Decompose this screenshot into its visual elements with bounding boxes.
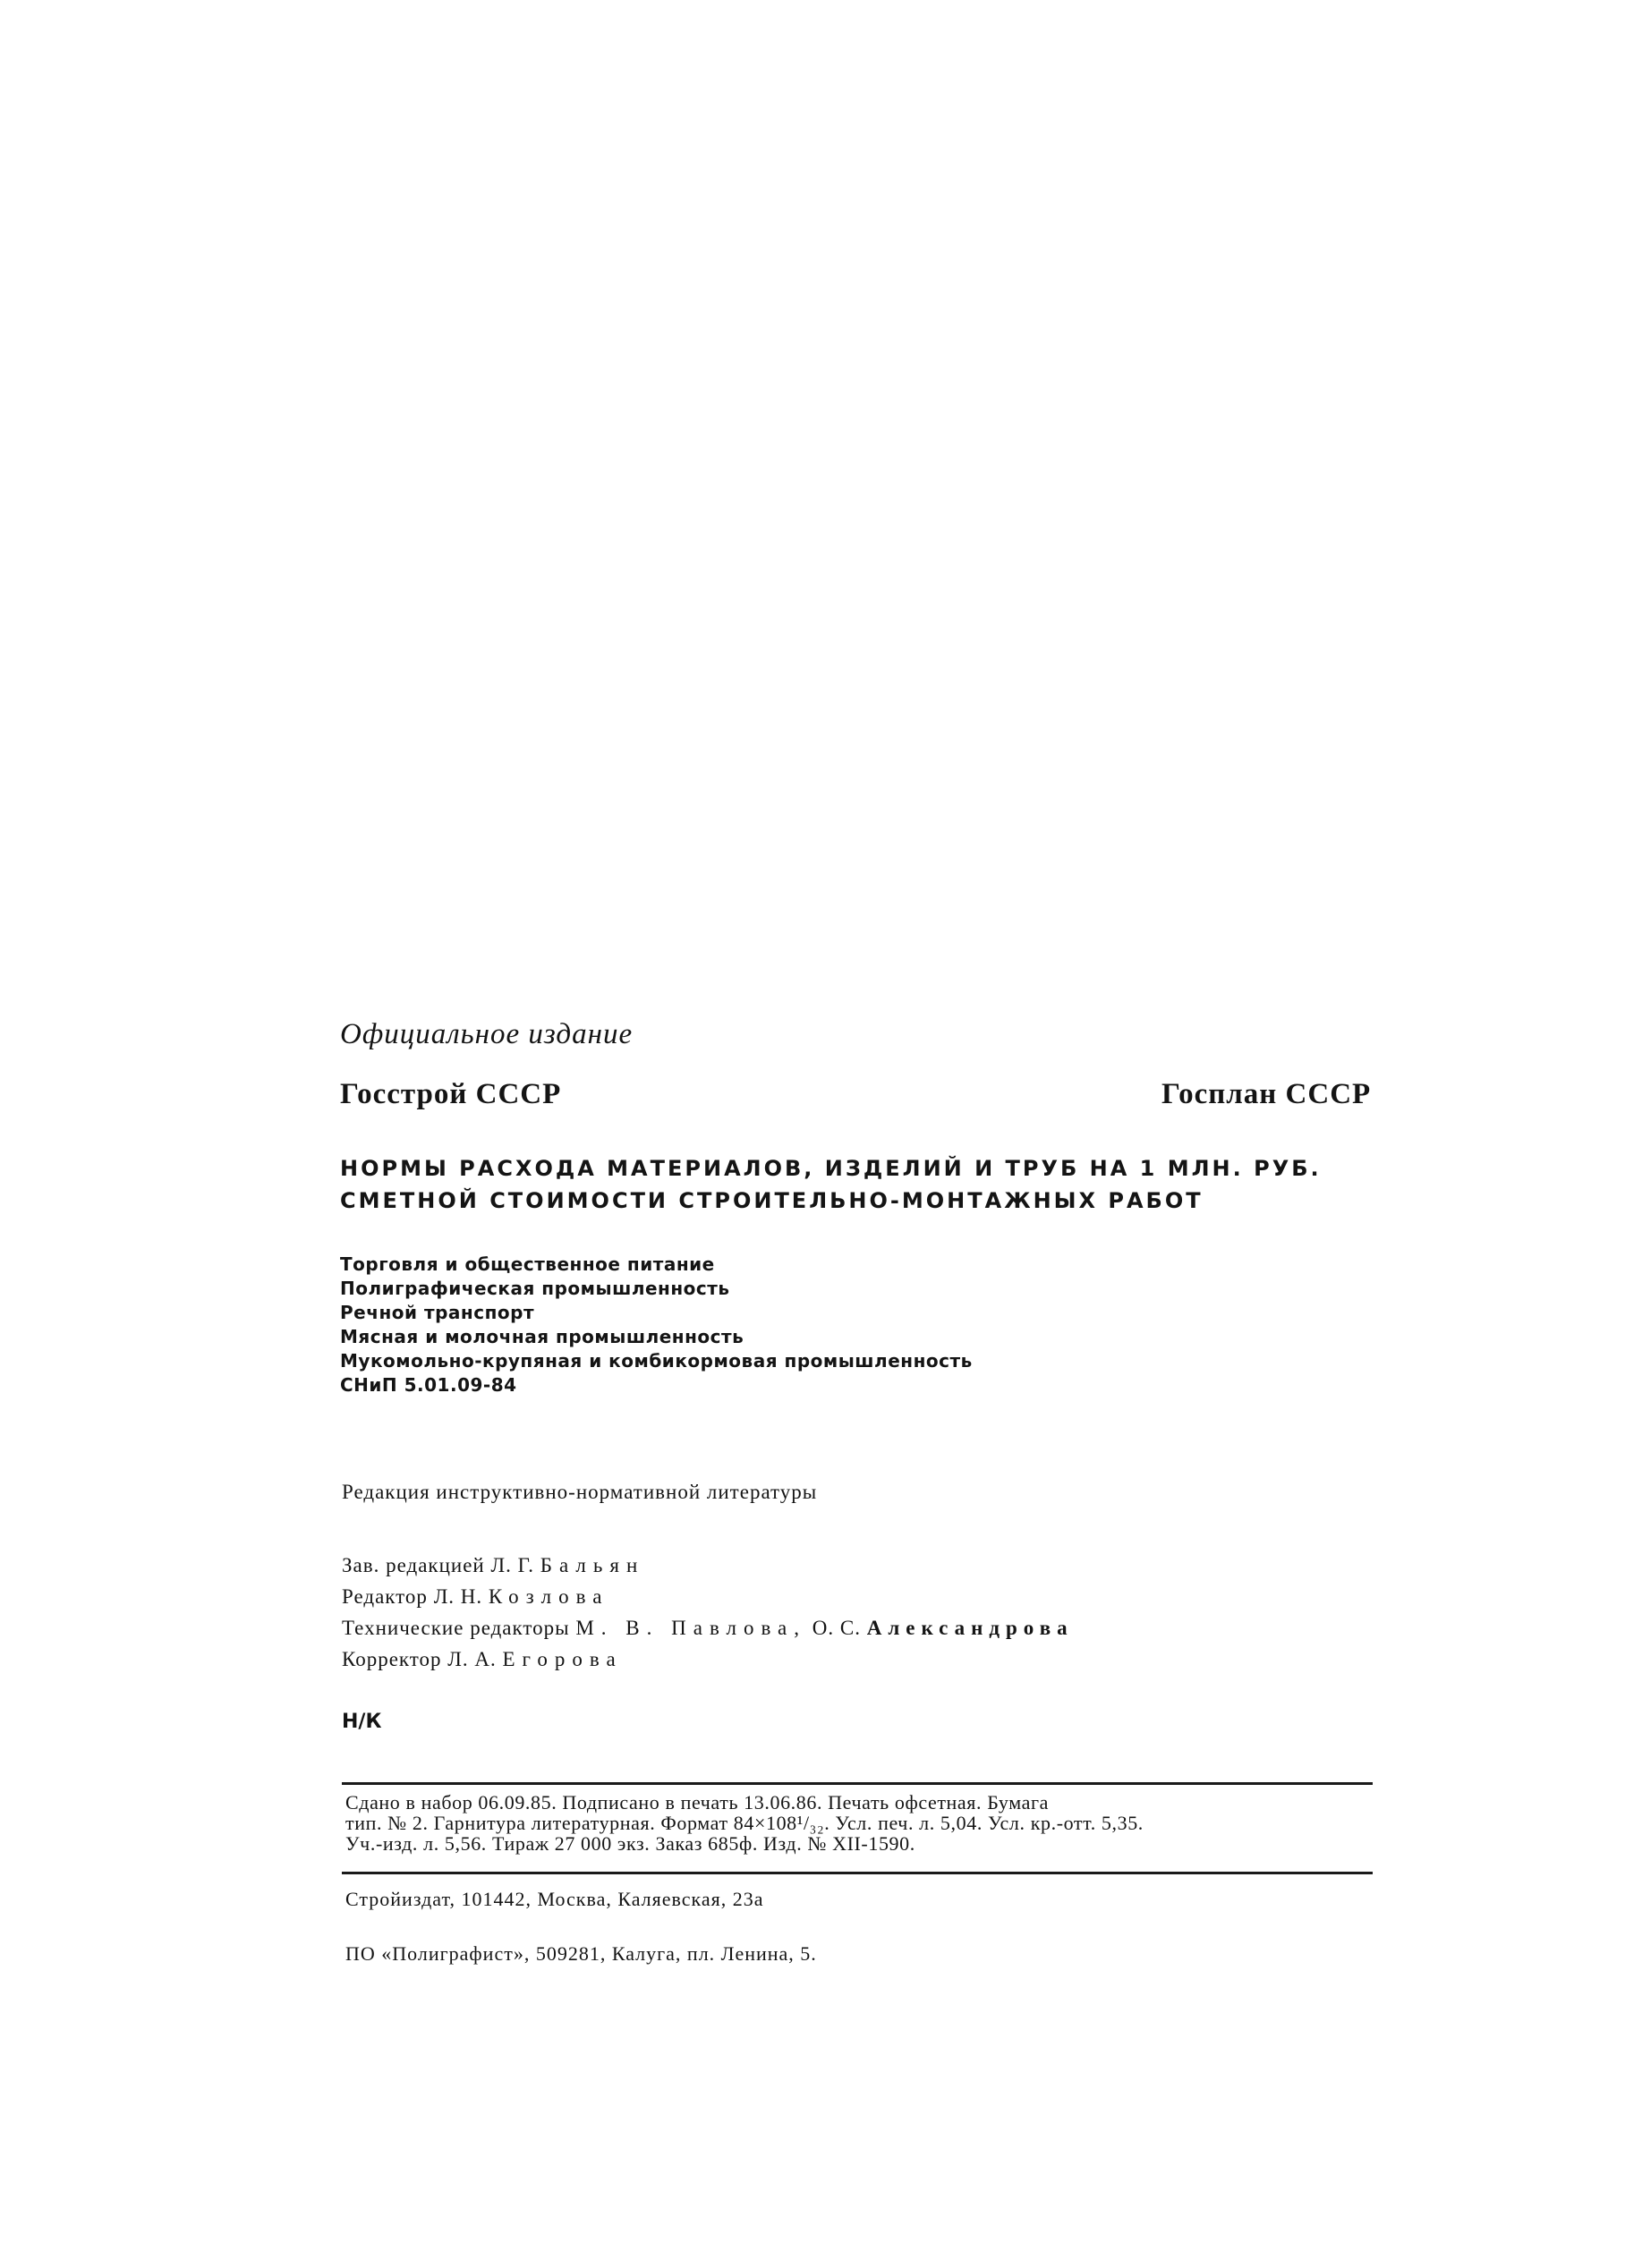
section-item: Полиграфическая промышленность (340, 1278, 730, 1299)
section-list (340, 1253, 973, 1397)
nk-mark: Н/К (342, 1711, 382, 1733)
credit-initials: Л. Н. (433, 1585, 483, 1608)
credit-name: М. В. Павлова, (575, 1617, 807, 1639)
edition-note: Официальное издание (340, 1018, 634, 1050)
staff-credits (342, 1550, 1074, 1675)
section-item: Речной транспорт (340, 1302, 535, 1323)
credit-role: Корректор (342, 1648, 442, 1670)
credit-corrector (342, 1644, 1074, 1675)
editorial-department: Редакция инструктивно-нормативной литературы (342, 1481, 818, 1503)
title-line: НОРМЫ РАСХОДА МАТЕРИАЛОВ, ИЗДЕЛИЙ И ТРУБ НА 1 МЛН. РУБ. (340, 1156, 1322, 1181)
credit-role: Технические редакторы (342, 1617, 570, 1639)
credit-role: Редактор (342, 1585, 428, 1608)
credit-surname: Козлова (488, 1585, 609, 1608)
section-item: Торговля и общественное питание (340, 1253, 715, 1275)
imprint-line: Сдано в набор 06.09.85. Подписано в печать 13.06.86. Печать офсетная. Бумага (345, 1791, 1049, 1814)
divider-top (342, 1782, 1373, 1785)
credit-tech-editors (342, 1612, 1074, 1644)
title-line: СМЕТНОЙ СТОИМОСТИ СТРОИТЕЛЬНО-МОНТАЖНЫХ РАБОТ (340, 1188, 1204, 1213)
credit-surname: Егорова (502, 1648, 623, 1670)
imprint-line: Уч.-изд. л. 5,56. Тираж 27 000 экз. Заказ 685ф. Изд. № XII-1590. (345, 1832, 915, 1855)
print-imprint (345, 1792, 1373, 1854)
section-item: Мясная и молочная промышленность (340, 1326, 744, 1347)
snip-code: СНиП 5.01.09-84 (340, 1374, 517, 1396)
printer-address: ПО «Полиграфист», 509281, Калуга, пл. Ленина, 5. (345, 1942, 817, 1965)
credit-initials: О. С. (812, 1617, 861, 1639)
issuing-org-gosplan: Госплан СССР (1161, 1078, 1372, 1110)
credit-editor (342, 1581, 1074, 1612)
divider-bottom (342, 1872, 1373, 1874)
credit-role: Зав. редакцией (342, 1554, 485, 1576)
publisher-address: Стройиздат, 101442, Москва, Каляевская, 23а (345, 1888, 764, 1910)
credit-head-editor (342, 1550, 1074, 1581)
credit-surname: Александрова (866, 1617, 1074, 1639)
imprint-line: тип. № 2. Гарнитура литературная. Формат 84×108¹/₃₂. Усл. печ. л. 5,04. Усл. кр.-отт. 5,35. (345, 1812, 1144, 1834)
section-item: Мукомольно-крупяная и комбикормовая промышленность (340, 1350, 973, 1372)
credit-initials: Л. А. (447, 1648, 497, 1670)
issuing-org-gosstroy: Госстрой СССР (340, 1078, 562, 1110)
credit-surname: Бальян (540, 1554, 645, 1576)
credit-initials: Л. Г. (490, 1554, 535, 1576)
document-title (340, 1152, 1369, 1217)
